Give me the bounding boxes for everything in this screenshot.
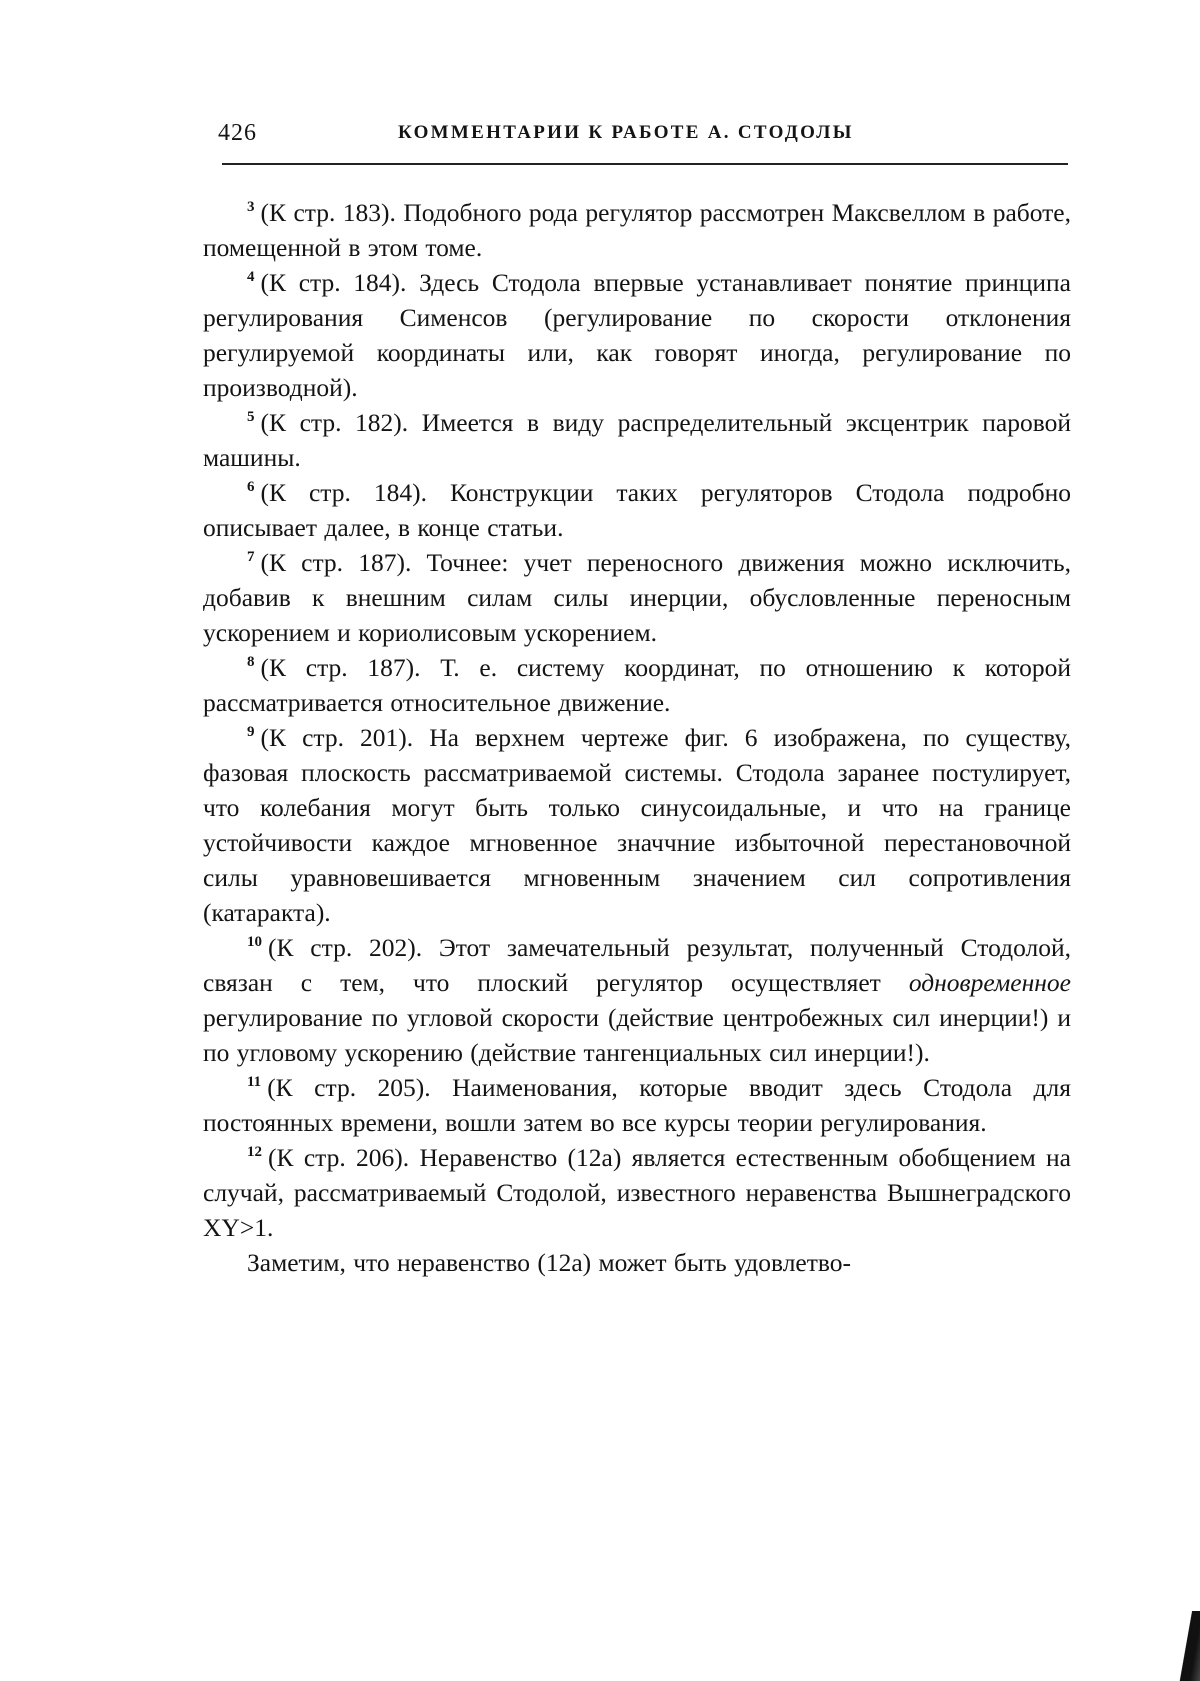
note-text: Заметим, что неравенство (12а) может быть удовлетво- <box>247 1248 851 1277</box>
note-number: 10 <box>247 934 262 950</box>
note-6 <box>203 475 1071 545</box>
note-10 <box>203 930 1071 1070</box>
note-11 <box>203 1070 1071 1140</box>
note-8 <box>203 650 1071 720</box>
note-emphasis: одновременное <box>908 968 1071 997</box>
note-continuation <box>203 1245 1071 1280</box>
page-header <box>218 120 1070 154</box>
page-edge-mark <box>1178 1611 1200 1681</box>
note-number: 3 <box>247 199 255 215</box>
note-text: (К стр. 201). На верхнем чертеже фиг. 6 изображена, по существу, фазовая плоскость рассматриваемой системы. Стодола заранее постулирует, что колебания могут быть только синусоидальные, и что на границе устойчивости каждое мгновенное значчние избыточной перестановочной силы уравновешивается мгновенным значением сил сопротивления (катаракта). <box>203 723 1071 927</box>
note-number: 4 <box>247 269 255 285</box>
running-title: КОММЕНТАРИИ К РАБОТЕ А. СТОДОЛЫ <box>398 122 854 143</box>
note-text: (К стр. 205). Наименования, которые вводит здесь Стодола для постоянных времени, вошли затем во все курсы теории регулирования. <box>203 1073 1071 1137</box>
note-4 <box>203 265 1071 405</box>
note-number: 6 <box>247 479 255 495</box>
footnotes-body <box>203 195 1071 1280</box>
note-text: (К стр. 187). Точнее: учет переносного движения можно исключить, добавив к внешним силам силы инерции, обусловленные переносным ускорением и кориолисовым ускорением. <box>203 548 1071 647</box>
note-text: (К стр. 202). Этот замечательный результат, полученный Стодолой, связан с тем, что плоский регулятор осуществляет <box>203 933 1071 997</box>
note-3 <box>203 195 1071 265</box>
note-number: 8 <box>247 654 255 670</box>
note-text: (К стр. 184). Конструкции таких регуляторов Стодола подробно описывает далее, в конце статьи. <box>203 478 1071 542</box>
note-number: 7 <box>247 549 255 565</box>
note-7 <box>203 545 1071 650</box>
note-text: (К стр. 182). Имеется в виду распределительный эксцентрик паровой машины. <box>203 408 1071 472</box>
note-number: 11 <box>247 1074 262 1090</box>
note-number: 12 <box>247 1144 262 1160</box>
page-number: 426 <box>218 120 257 146</box>
note-number: 5 <box>247 409 255 425</box>
note-text: (К стр. 184). Здесь Стодола впервые устанавливает понятие принципа регулирования Сименсов (регулирование по скорости отклонения регулируемой координаты или, как говорят иногда, регулирование по производной). <box>203 268 1071 402</box>
note-5 <box>203 405 1071 475</box>
note-12 <box>203 1140 1071 1245</box>
note-text: (К стр. 183). Подобного рода регулятор рассмотрен Максвеллом в работе, помещенной в этом томе. <box>203 198 1071 262</box>
note-text: (К стр. 206). Неравенство (12а) является естественным обобщением на случай, рассматриваемый Стодолой, известного неравенства Вышнеградского XY>1. <box>203 1143 1071 1242</box>
note-9 <box>203 720 1071 930</box>
note-number: 9 <box>247 724 255 740</box>
header-rule <box>222 163 1068 165</box>
note-text: (К стр. 187). Т. е. систему координат, по отношению к которой рассматривается относительное движение. <box>203 653 1071 717</box>
note-text: регулирование по угловой скорости (действие центробежных сил инерции!) и по угловому ускорению (действие тангенциальных сил инерции!). <box>203 1003 1071 1067</box>
